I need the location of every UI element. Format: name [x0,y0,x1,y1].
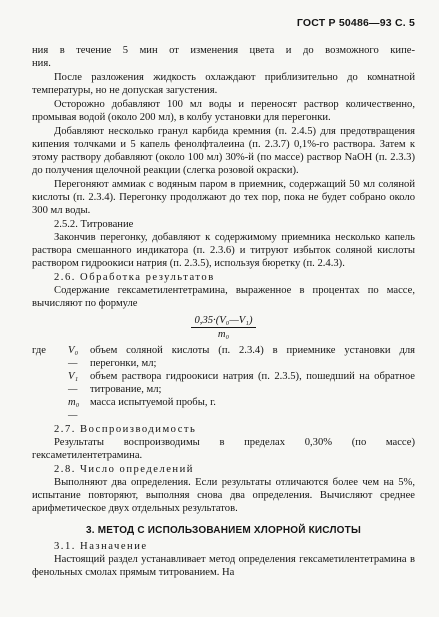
definition-symbol: V₁ — [68,371,79,395]
subsection-heading-purpose: 3.1. Назначение [54,541,148,552]
paragraph-add-reagents: Добавляют несколько гранул карбида кремния (п. 2.4.5) для предотвращения кипения толчками и 5 капель фенолфталеина (п. 2.3.7) 0,1%-го раствора. Затем к этому раствору добавляют (около 100 мл) 30%-й (по массе) раствор NaOH (п. 2.3.3) до получения щелочной реакции (слегка розовой окраски). [32,126,415,176]
document-body [32,44,415,579]
definition-m0 [32,396,415,422]
page-header: ГОСТ Р 50486—93 С. 5 [296,17,415,29]
definition-text: объем раствора гидроокиси натрия (п. 2.3.5), пошедший на обратное титрование, мл; [90,371,415,395]
definition-text: масса испытуемой пробы, г. [90,397,216,408]
formula-fraction [191,314,257,341]
definition-v1 [32,370,415,396]
subsection-heading-results: 2.6. Обработка результатов [54,272,215,283]
paragraph-determinations: Выполняют два определения. Если результаты отличаются более чем на 5%, испытание повторяют, выполняя снова два определения. Вычисляют среднее арифметическое двух отдельных результатов. [32,477,415,514]
definition-text: объем соляной кислоты (п. 2.3.4) в приемнике установки для перегонки, мл; [90,345,415,369]
subsection-heading-determinations: 2.8. Число определений [54,464,194,475]
definition-symbol: m₀ — [68,397,80,421]
paragraph-transfer: Осторожно добавляют 100 мл воды и переносят раствор количественно, промывая водой (около 200 мл), в колбу установки для перегонки. [32,99,415,123]
paragraph-purpose: Настоящий раздел устанавливает метод определения гексаметилентетрамина в фенольных смолах прямым титрованием. На [32,554,415,578]
subsection-heading-titration: 2.5.2. Титрование [54,219,134,230]
formula [32,314,415,341]
section-title: 3. МЕТОД С ИСПОЛЬЗОВАНИЕМ ХЛОРНОЙ КИСЛОТЫ [86,525,361,536]
formula-denominator: m₀ [217,329,230,340]
definition-lead: где [32,345,46,356]
paragraph-titration: Закончив перегонку, добавляют к содержимому приемника несколько капель раствора смешанного индикатора (п. 2.3.6) и титруют избыток соляной кислоты раствором гидроокиси натрия (п. 2.3.5), используя бюретку (п. 2.4.3). [32,232,415,269]
formula-numerator: 0,35·(V₀—V₁) [191,314,257,328]
paragraph-continuation-end: ния. [32,58,51,69]
paragraph-reproducibility: Результаты воспроизводимы в пределах 0,30% (по массе) гексаметилентетрамина. [32,437,415,461]
subsection-heading-reproducibility: 2.7. Воспроизводимость [54,424,197,435]
definition-v0 [32,344,415,370]
paragraph-cooling: После разложения жидкость охлаждают приблизительно до комнатной температуры, но не допуская загустения. [32,72,415,96]
paragraph-distillation: Перегоняют аммиак с водяным паром в приемник, содержащий 50 мл соляной кислоты (п. 2.3.4). Перегонку продолжают до тех пор, пока не будет собрано около 300 мл воды. [32,179,415,216]
definition-symbol: V₀ — [68,345,79,369]
paragraph-formula-intro: Содержание гексаметилентетрамина, выраженное в процентах по массе, вычисляют по формуле [32,285,415,309]
paragraph-continuation: ния в течение 5 мин от изменения цвета и до возможного кипе- [32,45,415,56]
